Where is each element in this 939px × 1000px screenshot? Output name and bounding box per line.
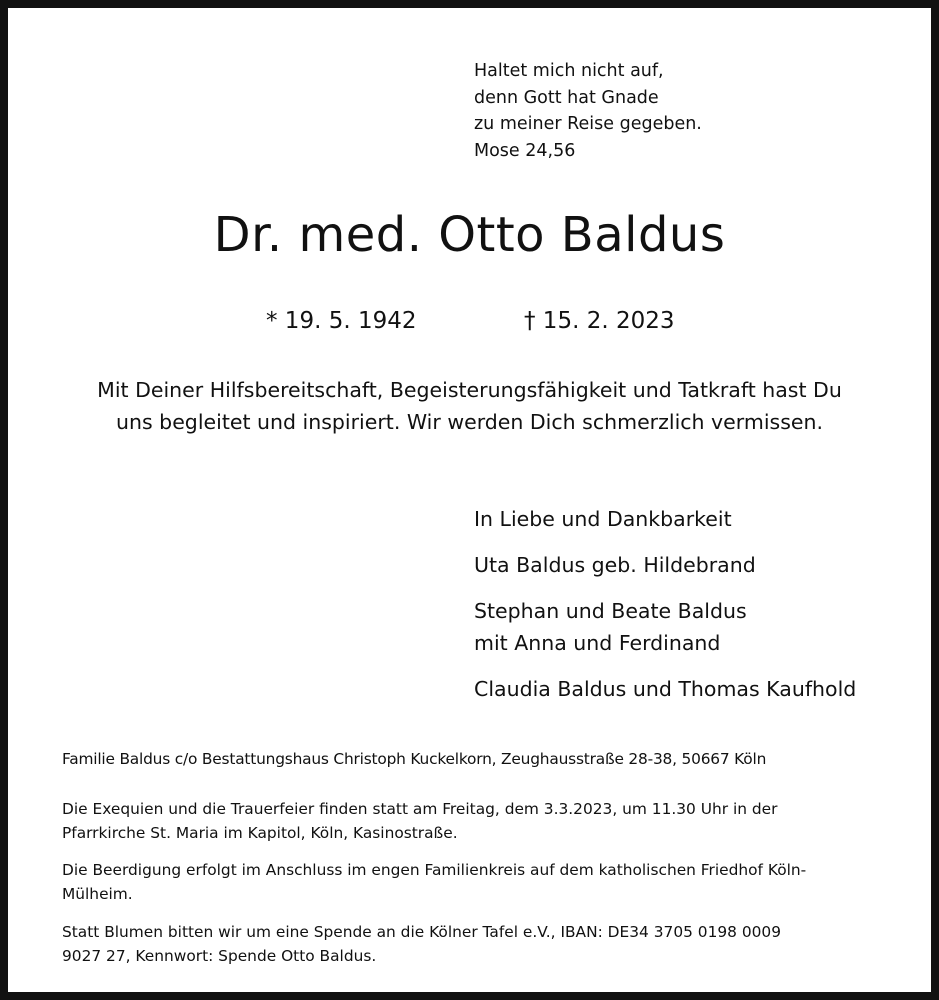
info-line: Die Beerdigung erfolgt im Anschluss im engen Familienkreis auf dem katholischen Friedhof Köln- [62,861,807,879]
info-line: 9027 27, Kennwort: Spende Otto Baldus. [62,947,377,965]
mourner-line: Stephan und Beate Baldus [474,599,747,623]
mourner-line: Claudia Baldus und Thomas Kaufhold [474,677,857,701]
mourner-group [474,595,856,659]
mourner-line: Uta Baldus geb. Hildebrand [474,553,756,577]
donation-info [62,920,781,968]
burial-info [62,858,806,906]
quote-line: denn Gott hat Gnade [474,87,659,108]
mourner-line: mit Anna und Ferdinand [474,631,721,655]
birth-date: * 19. 5. 1942 [266,308,417,334]
mourners-list [474,503,856,705]
tribute-text [0,374,939,438]
info-line: Pfarrkirche St. Maria im Kapitol, Köln, Kasinostraße. [62,824,458,842]
deceased-name: Dr. med. Otto Baldus [213,207,726,263]
tribute-line: Mit Deiner Hilfsbereitschaft, Begeisterungsfähigkeit und Tatkraft hast Du [97,378,842,402]
mourners-intro: In Liebe und Dankbarkeit [474,507,732,531]
quote-line: Haltet mich nicht auf, [474,61,664,81]
funeral-service-info [62,797,777,845]
quote-line: zu meiner Reise gegeben. [474,114,702,134]
info-line: Mülheim. [62,885,133,903]
tribute-line: uns begleitet und inspiriert. Wir werden Dich schmerzlich vermissen. [116,410,823,434]
info-line: Statt Blumen bitten wir um eine Spende an die Kölner Tafel e.V., IBAN: DE34 3705 0198 0009 [62,923,782,941]
info-line: Die Exequien und die Trauerfeier finden statt am Freitag, dem 3.3.2023, um 11.30 Uhr in der [62,800,778,818]
mourner-group [474,673,856,705]
mourner-group [474,549,856,581]
death-date: † 15. 2. 2023 [524,308,675,334]
family-address: Familie Baldus c/o Bestattungshaus Christoph Kuckelkorn, Zeughausstraße 28-38, 50667 Köln [62,750,767,768]
quote-reference: Mose 24,56 [474,140,576,161]
bible-quote [474,58,702,164]
